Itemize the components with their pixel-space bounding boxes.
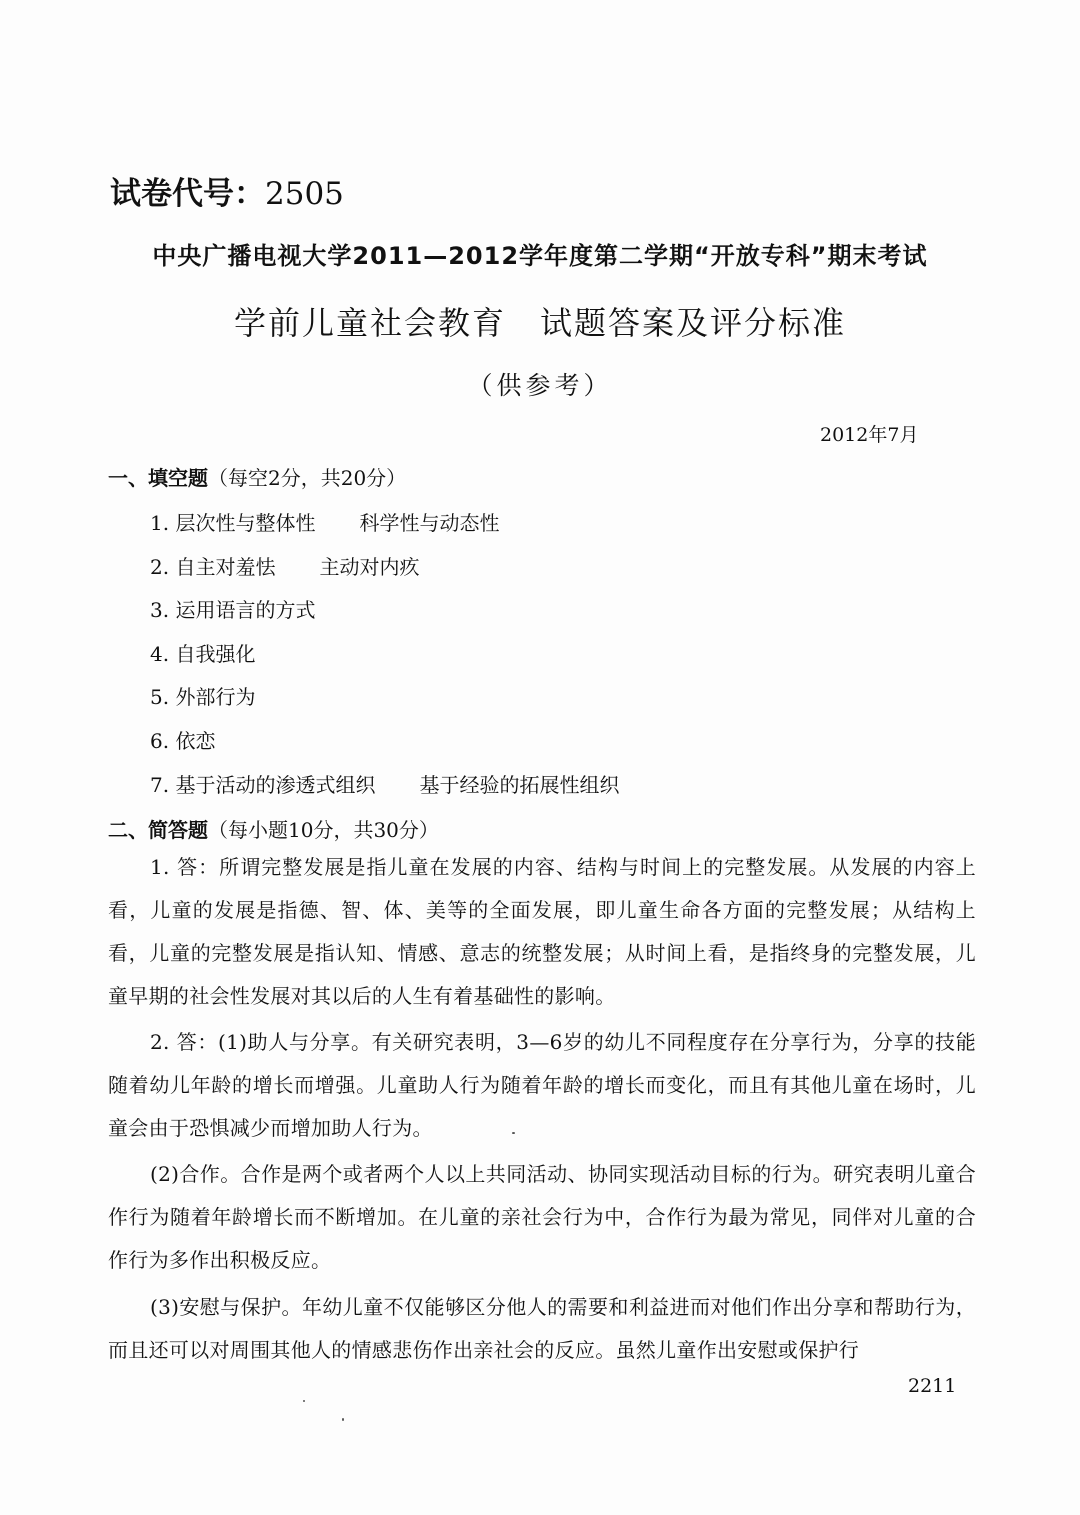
item-answer: 主动对内疚	[319, 555, 420, 579]
item-answer: 依恋	[175, 729, 216, 753]
section-heading-fill-in	[108, 462, 406, 491]
item-answer: 层次性与整体性	[175, 511, 316, 535]
item-answer: 外部行为	[175, 685, 256, 709]
scan-speck	[303, 1400, 305, 1402]
answer-paragraph-2: 2. 答：(1)助人与分享。有关研究表明，3—6岁的幼儿不同程度存在分享行为，分享的技能随着幼儿年龄的增长而增强。儿童助人行为随着年龄的增长而变化，而且有其他儿童在场时，儿童会由于恐惧减少而增加助人行为。	[108, 1030, 976, 1140]
answer-item-5	[150, 681, 255, 710]
paper-code-number: 2505	[265, 176, 344, 212]
item-answer: 基于活动的渗透式组织	[175, 773, 376, 797]
scan-speck	[342, 1418, 344, 1421]
section-heading-title: 二、简答题	[108, 818, 208, 842]
section-heading-title: 一、填空题	[108, 466, 208, 490]
item-number: 3.	[150, 598, 170, 622]
item-number: 7.	[150, 773, 170, 797]
answer-paragraph-1: 1. 答：所谓完整发展是指儿童在发展的内容、结构与时间上的完整发展。从发展的内容上看，儿童的发展是指德、智、体、美等的全面发展，即儿童生命各方面的完整发展；从结构上看，儿童的完整发展是指认知、情感、意志的统整发展；从时间上看，是指终身的完整发展，儿童早期的社会性发展对其以后的人生有着基础性的影响。	[108, 855, 976, 1008]
answer-item-3	[150, 594, 315, 623]
item-answer: 自主对羞怯	[175, 555, 276, 579]
section-heading-points: （每空2分，共20分）	[208, 466, 407, 490]
section-heading-points: （每小题10分，共30分）	[208, 818, 439, 842]
answer-item-2	[150, 551, 419, 580]
item-answer: 科学性与动态性	[359, 511, 500, 535]
item-answer: 基于经验的拓展性组织	[419, 773, 620, 797]
page-number: 2211	[908, 1375, 957, 1397]
answer-item-4	[150, 638, 255, 667]
paper-code	[110, 168, 344, 213]
document-subtitle: （供参考）	[467, 371, 613, 400]
item-number: 6.	[150, 729, 170, 753]
answer-item-6	[150, 725, 215, 754]
answer-paragraph-3: (2)合作。合作是两个或者两个人以上共同活动、协同实现活动目标的行为。研究表明儿童合作行为随着年龄增长而不断增加。在儿童的亲社会行为中，合作行为最为常见，同伴对儿童的合作行为多作出积极反应。	[108, 1162, 976, 1272]
document-date: 2012年7月	[820, 424, 919, 446]
section-heading-short-answer	[108, 814, 439, 843]
item-number: 2.	[150, 555, 170, 579]
answer-item-7	[150, 769, 619, 798]
item-number: 4.	[150, 642, 170, 666]
item-answer: 自我强化	[175, 642, 256, 666]
item-number: 1.	[150, 511, 170, 535]
document-title: 学前儿童社会教育 试题答案及评分标准	[233, 304, 846, 342]
item-answer: 运用语言的方式	[175, 598, 316, 622]
scan-speck	[512, 1132, 515, 1134]
paper-code-label: 试卷代号：	[110, 176, 265, 212]
item-number: 5.	[150, 685, 170, 709]
answer-paragraph-4: (3)安慰与保护。年幼儿童不仅能够区分他人的需要和利益进而对他们作出分享和帮助行为，而且还可以对周围其他人的情感悲伤作出亲社会的反应。虽然儿童作出安慰或保护行	[108, 1295, 976, 1362]
exam-title: 中央广播电视大学2011—2012学年度第二学期“开放专科”期末考试	[152, 242, 928, 270]
answer-item-1	[150, 507, 499, 536]
